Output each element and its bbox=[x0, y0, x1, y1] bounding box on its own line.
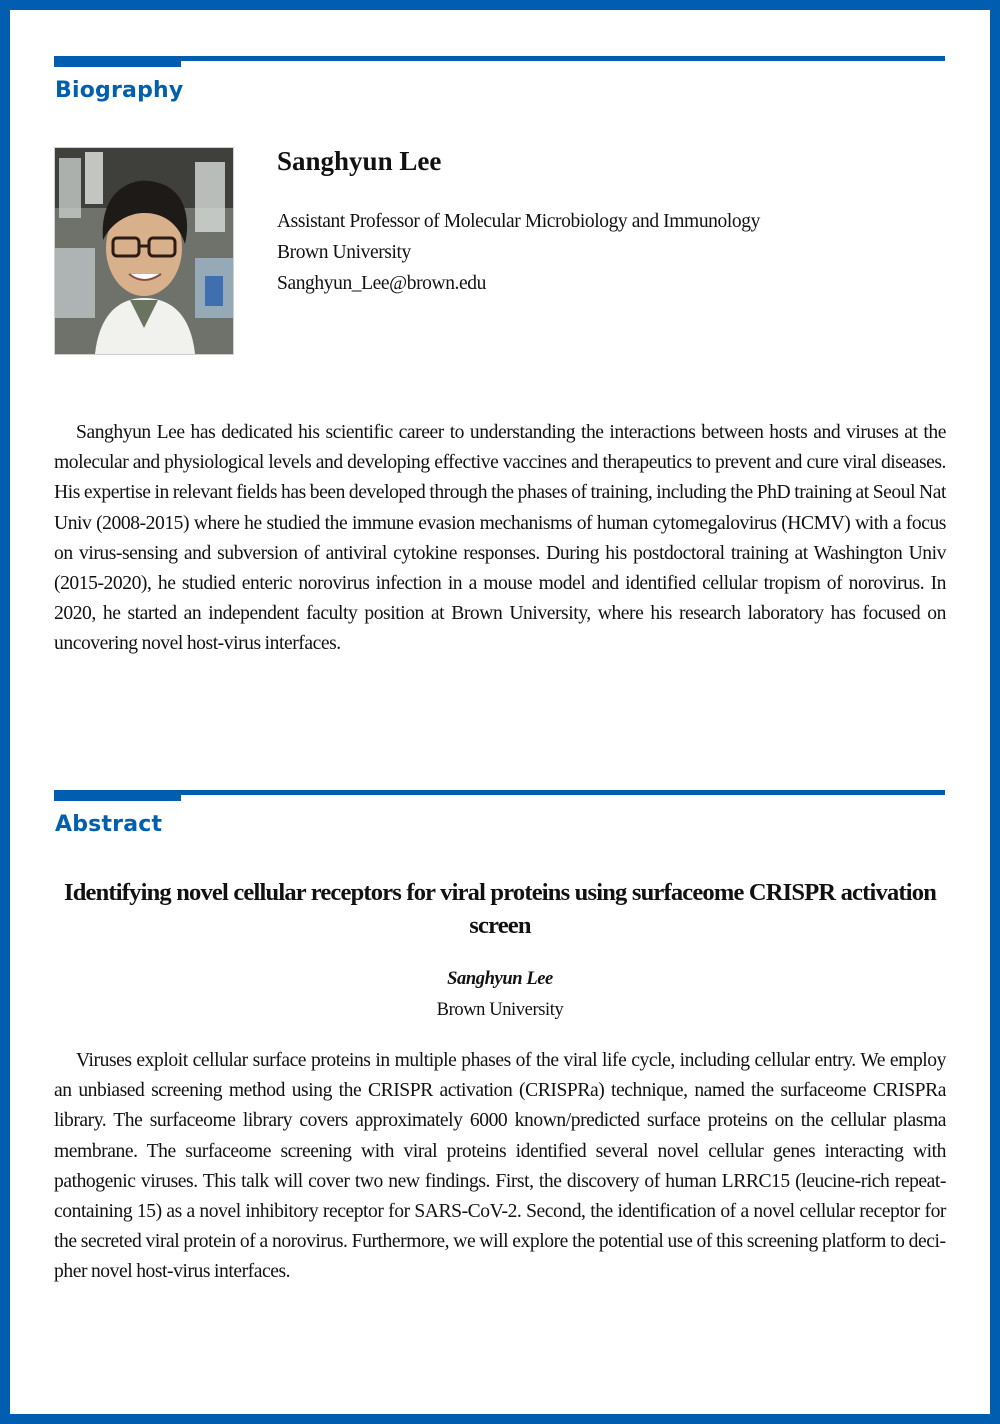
rule-accent bbox=[54, 56, 181, 67]
speaker-title: Assistant Professor of Molecular Microbiology and Immunology bbox=[277, 211, 760, 232]
speaker-institution: Brown University bbox=[277, 242, 411, 263]
abstract-heading: Abstract bbox=[55, 812, 163, 837]
abstract-author: Sanghyun Lee bbox=[447, 969, 553, 989]
abstract-title: Identifying novel cellular receptors for viral proteins using surfaceome CRISPR activation screen bbox=[63, 879, 937, 939]
portrait-image-icon bbox=[55, 148, 233, 354]
biography-section-rule bbox=[54, 56, 945, 67]
biography-text: Sanghyun Lee has dedicated his scientific career to understanding the interactions between hosts and viruses at the molecular and physiological levels and developing effective vaccines and therapeutics to prevent and cure viral diseases. His expertise in relevant fields has been developed through the phases of training, including the PhD training at Seoul Nat Univ (2008-2015) where he studied the immune evasion mechanisms of human cytomegalovirus (HCMV) with a focus on virus-sensing and subversion of antiviral cytokine responses. During his postdoctoral training at Washington Univ (2015-2020), he studied enteric norovirus infection in a mouse model and identified cellular tropism of norovirus. In 2020, he started an independent faculty position at Brown University, where his research laboratory has focused on uncovering novel host-virus interfaces. bbox=[54, 422, 946, 655]
biography-heading: Biography bbox=[55, 78, 184, 103]
abstract-section-rule bbox=[54, 790, 945, 801]
profile-photo bbox=[54, 147, 234, 355]
speaker-email[interactable]: Sanghyun_Lee@brown.edu bbox=[277, 273, 486, 294]
abstract-text: Viruses exploit cellular surface proteins in multiple phases of the viral life cycle, including cellular entry. We employ an unbiased screening method using the CRISPR activation (CRISPRa) technique, named the surfaceome CRISPRa library. The surfaceome library covers approximately 6000 known/predicted surface proteins on the cellular plasma membrane. The surfaceome screening with viral proteins identified several novel cellular genes interacting with pathogenic viruses. This talk will cover two new findings. First, the discovery of human LRRC15 (leucine-rich repeat-containing 15) as a novel inhibitory receptor for SARS-CoV-2. Second, the identification of a novel cellular receptor for the secreted viral protein of a norovirus. Furthermore, we will explore the potential use of this screening platform to decipher novel host-virus interfaces. bbox=[54, 1050, 946, 1283]
rule-accent bbox=[54, 790, 181, 801]
speaker-info bbox=[277, 206, 760, 299]
speaker-name: Sanghyun Lee bbox=[277, 146, 442, 176]
rule-line bbox=[54, 56, 945, 61]
abstract-affiliation: Brown University bbox=[436, 1000, 564, 1020]
rule-line bbox=[54, 790, 945, 795]
